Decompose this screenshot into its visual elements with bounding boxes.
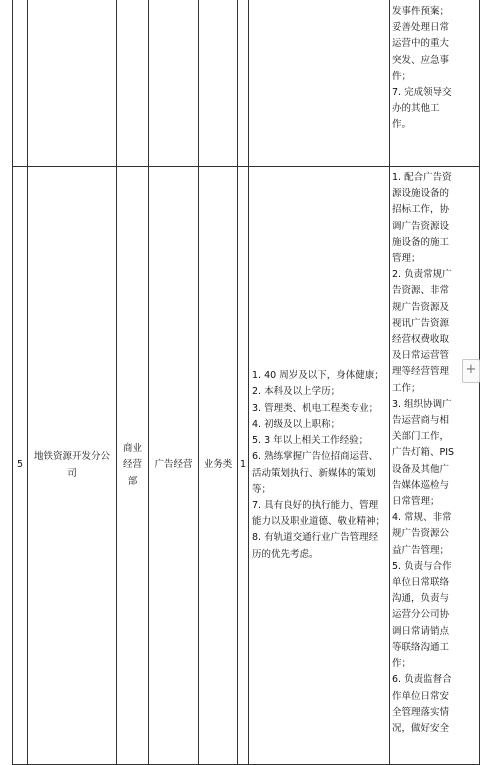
- duty-line: 作。: [392, 119, 412, 131]
- serial-cell: 5: [13, 167, 28, 765]
- requirement-line: 能力以及职业道德、敬业精神；: [252, 516, 386, 528]
- plus-icon: +: [465, 362, 477, 377]
- duty-line: 办的其他工: [392, 103, 440, 115]
- add-row-button[interactable]: [462, 359, 480, 383]
- duty-line: 作；: [392, 658, 412, 670]
- table-row: [13, 167, 480, 765]
- duty-line: 益广告管理；: [392, 544, 450, 556]
- job-type-cell: 业务类: [199, 167, 238, 765]
- duty-line: 5. 负责与合作: [392, 560, 452, 572]
- position-cell: 广告经营: [149, 167, 199, 765]
- requirement-line: 活动策划执行、新媒体的策划: [252, 467, 376, 479]
- duty-line: 告资源、非常: [392, 285, 450, 297]
- duty-line: 况，做好安全: [392, 722, 450, 734]
- duty-line: 作单位日常安: [392, 690, 450, 702]
- duty-line: 告运营商与相: [392, 415, 450, 427]
- duty-line: 发事件预案；: [392, 6, 450, 17]
- duty-line: 工作；: [392, 382, 421, 394]
- duties-cell: [390, 0, 480, 167]
- duty-line: 理等经营管理: [392, 366, 450, 378]
- serial-cell: [13, 0, 28, 167]
- duty-line: 日常管理；: [392, 496, 440, 508]
- requirements-cell: [249, 0, 390, 167]
- duty-line: 2. 负责常规广: [392, 269, 452, 281]
- position-cell: [149, 0, 199, 167]
- duties-cell: [390, 167, 480, 765]
- duty-line: 件；: [392, 70, 412, 82]
- duty-line: 招标工作，协: [392, 204, 450, 216]
- duty-line: 规广告资源公: [392, 528, 450, 540]
- unit-cell: [28, 0, 117, 167]
- job-type-cell: [199, 0, 238, 167]
- headcount-cell: 1: [238, 167, 249, 765]
- department-cell: [117, 0, 149, 167]
- table-row: [13, 0, 480, 167]
- duty-line: 1. 配合广告资: [392, 172, 452, 183]
- duty-line: 关部门工作，: [392, 431, 450, 443]
- requirement-line: 3. 管理类、机电工程类专业；: [252, 402, 379, 414]
- requirement-line: 等；: [252, 483, 272, 495]
- duty-line: 6. 负责监督合: [392, 674, 452, 686]
- headcount-cell: [238, 0, 249, 167]
- duty-line: 经营权费收取: [392, 334, 450, 346]
- requirement-line: 2. 本科及以上学历；: [252, 386, 341, 398]
- duty-line: 突发、应急事: [392, 54, 450, 66]
- requirement-line: 8. 有轨道交通行业广告管理经: [252, 532, 379, 544]
- requirement-line: 7. 具有良好的执行能力、管理: [252, 499, 379, 511]
- duty-line: 运营分公司协: [392, 609, 450, 621]
- requirement-line: 5. 3 年以上相关工作经验；: [252, 435, 369, 447]
- department-cell: 商业经营部: [117, 167, 149, 765]
- duty-line: 4. 常规、非常: [392, 512, 452, 524]
- unit-cell: 地铁资源开发分公司: [28, 167, 117, 765]
- duty-line: 单位日常联络: [392, 577, 450, 589]
- duty-line: 告媒体巡检与: [392, 479, 450, 491]
- requirement-line: 1. 40 周岁及以下，身体健康；: [252, 370, 384, 382]
- requirement-line: 6. 熟练掌握广告位招商运营、: [252, 451, 379, 463]
- duty-line: 7. 完成领导交: [392, 87, 452, 99]
- duty-line: 调日常请销点: [392, 625, 450, 637]
- recruitment-table: [12, 0, 480, 765]
- requirement-line: 历的优先考虑。: [252, 548, 319, 560]
- duty-line: 等联络沟通工: [392, 641, 450, 653]
- duty-line: 视讯广告资源: [392, 317, 450, 329]
- duty-line: 全管理落实情: [392, 706, 450, 718]
- duty-line: 妥善处理日常: [392, 22, 450, 34]
- duty-line: 施设备的施工: [392, 236, 450, 248]
- duty-line: 规广告资源及: [392, 301, 450, 313]
- duty-line: 设备及其他广: [392, 463, 450, 475]
- duty-line: 调广告资源设: [392, 220, 450, 232]
- duty-line: 广告灯箱、PIS: [392, 447, 455, 459]
- duty-line: 运营中的重大: [392, 38, 450, 50]
- duty-line: 3. 组织协调广: [392, 398, 452, 410]
- duty-line: 沟通，负责与: [392, 593, 450, 605]
- duty-line: 及日常运营管: [392, 350, 450, 362]
- duty-line: 源设施设备的: [392, 188, 450, 200]
- duty-line: 管理；: [392, 253, 421, 265]
- requirement-line: 4. 初级及以上职称；: [252, 418, 341, 430]
- requirements-cell: [249, 167, 390, 765]
